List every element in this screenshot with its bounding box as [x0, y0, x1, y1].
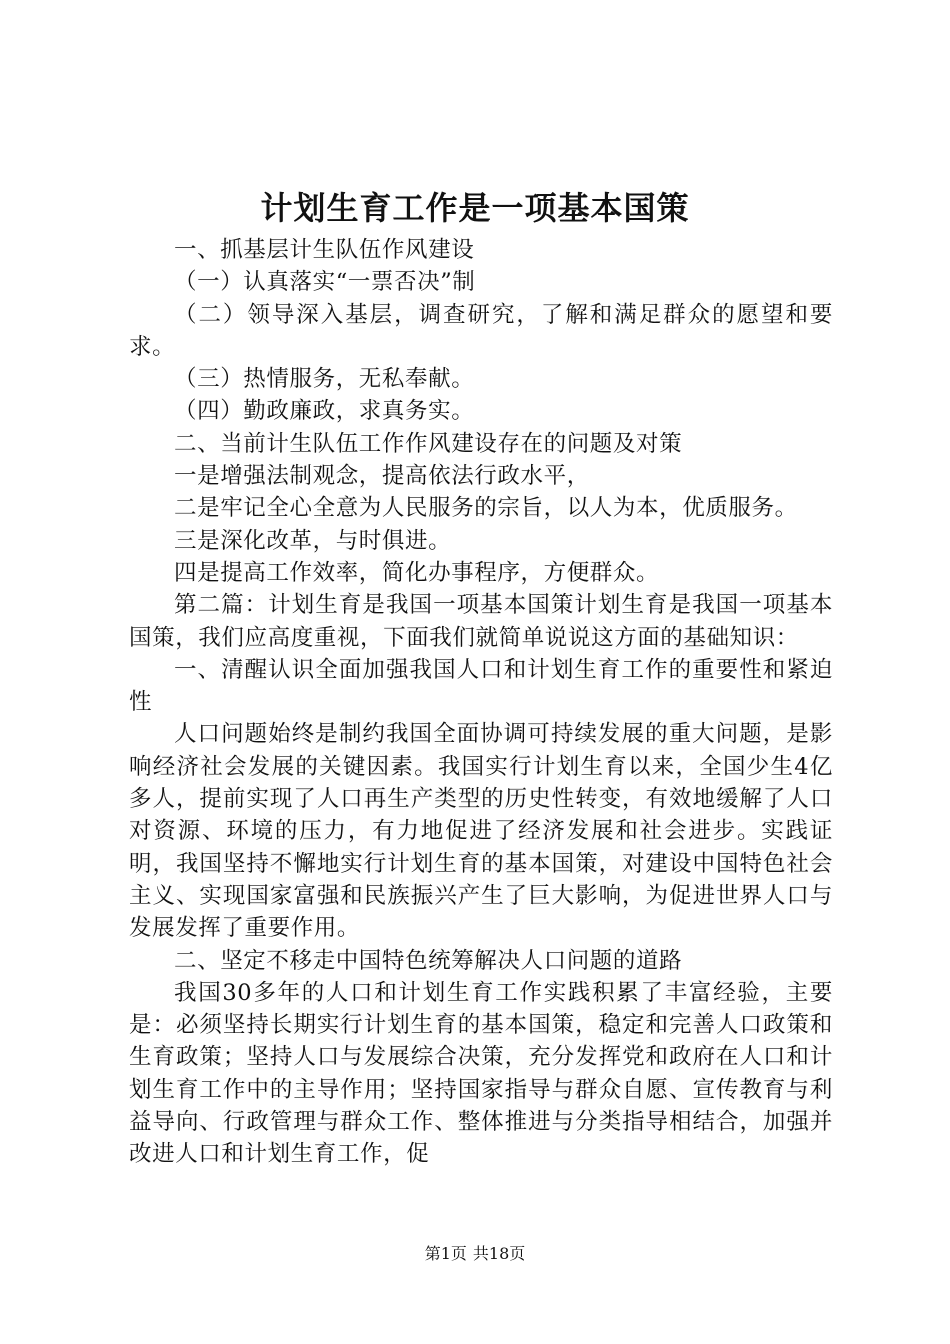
page-number: 第1页 [424, 1244, 467, 1263]
paragraph: 二、当前计生队伍工作作风建设存在的问题及对策 [174, 430, 683, 457]
paragraph: 第二篇：计划生育是我国一项基本国策计划生育是我国一项基本国策，我们应高度重视，下面我们就简单说说这方面的基础知识： [129, 592, 833, 651]
paragraph: 一是增强法制观念，提高依法行政水平， [174, 463, 590, 490]
document-title: 计划生育工作是一项基本国策 [260, 189, 690, 227]
paragraph: （二）领导深入基层，调查研究，了解和满足群众的愿望和要求。 [129, 301, 833, 360]
paragraph: （四）勤政廉政，求真务实。 [174, 398, 475, 425]
document-body [129, 234, 833, 1171]
paragraph: 一、抓基层计生队伍作风建设 [174, 237, 475, 263]
paragraph: 二是牢记全心全意为人民服务的宗旨，以人为本，优质服务。 [174, 495, 798, 522]
paragraph: 四是提高工作效率，简化办事程序，方便群众。 [174, 559, 660, 586]
paragraph: 二、坚定不移走中国特色统筹解决人口问题的道路 [174, 947, 683, 974]
paragraph: 一、清醒认识全面加强我国人口和计划生育工作的重要性和紧迫性 [129, 656, 833, 716]
paragraph: （一）认真落实“一票否决”制 [174, 269, 476, 296]
page-total: 共18页 [472, 1244, 526, 1263]
paragraph: 三是深化改革，与时俱进。 [174, 527, 452, 554]
page-footer [0, 1243, 950, 1265]
paragraph: （三）热情服务，无私奉献。 [174, 366, 475, 393]
paragraph: 人口问题始终是制约我国全面协调可持续发展的重大问题，是影响经济社会发展的关键因素。我国实行计划生育以来，全国少生4亿多人，提前实现了人口再生产类型的历史性转变，有效地缓解了人口对资源、环境的压力，有力地促进了经济发展和社会进步。实践证明，我国坚持不懈地实行计划生育的基本国策，对建设中国特色社会主义、实现国家富强和民族振兴产生了巨大影响，为促进世界人口与发展发挥了重要作用。 [129, 721, 833, 942]
paragraph: 我国30多年的人口和计划生育工作实践积累了丰富经验，主要是：必须坚持长期实行计划生育的基本国策，稳定和完善人口政策和生育政策；坚持人口与发展综合决策，充分发挥党和政府在人口和计划生育工作中的主导作用；坚持国家指导与群众自愿、宣传教育与利益导向、行政管理与群众工作、整体推进与分类指导相结合，加强并改进人口和计划生育工作，促 [129, 979, 833, 1168]
